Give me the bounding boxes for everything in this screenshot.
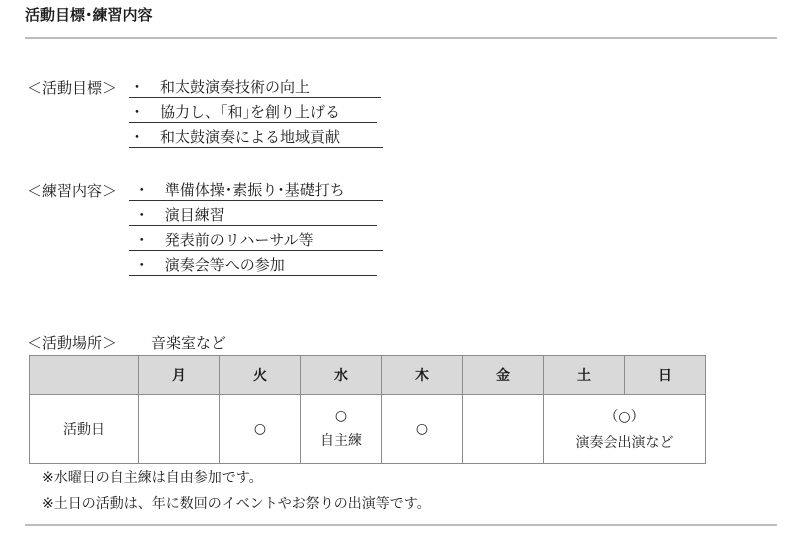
practice-text: 演目練習 (164, 206, 225, 224)
wed-note: 自主練 (320, 433, 362, 449)
goal-item-2 (129, 102, 377, 123)
weekend-cell (544, 395, 706, 464)
practice-text: 準備体操･素振り･基礎打ち (164, 181, 345, 199)
day-fri: 金 (463, 356, 544, 395)
goal-item-1 (129, 77, 381, 98)
day-thu: 木 (382, 356, 463, 395)
practice-text: 演奏会等への参加 (164, 256, 285, 274)
goal-text: 協力し、｢和｣を創り上げる (160, 103, 341, 121)
practice-item-4 (129, 255, 377, 276)
bullet: ・ (134, 231, 150, 249)
practice-item-1 (129, 180, 383, 201)
bullet: ・ (129, 128, 145, 146)
day-sun: 日 (625, 356, 706, 395)
schedule-header-row (30, 356, 706, 395)
thu-cell (382, 395, 463, 464)
goal-text: 和太鼓演奏による地域貢献 (160, 128, 341, 146)
day-mon: 月 (139, 356, 220, 395)
tue-cell (220, 395, 301, 464)
bullet: ・ (129, 103, 145, 121)
note-2: ※土日の活動は、年に数回のイベントやお祭りの出演等です。 (42, 496, 431, 512)
fri-cell (463, 395, 544, 464)
wed-cell (301, 395, 382, 464)
place-label: ＜活動場所＞ (27, 334, 118, 352)
practice-text: 発表前のリハーサル等 (164, 231, 314, 249)
bottom-divider (25, 524, 777, 526)
activity-mark: ○ (253, 421, 267, 437)
day-wed: 水 (301, 356, 382, 395)
bullet: ・ (129, 78, 145, 96)
weekend-mark: （○） (604, 409, 645, 425)
practice-label: ＜練習内容＞ (27, 182, 118, 200)
activity-mark: ○ (334, 408, 348, 424)
corner-cell (30, 356, 139, 395)
weekend-note: 演奏会出演など (575, 435, 674, 451)
activity-mark: ○ (415, 421, 429, 437)
bullet: ・ (134, 256, 150, 274)
bullet: ・ (134, 181, 150, 199)
day-tue: 火 (220, 356, 301, 395)
page-title: 活動目標･練習内容 (25, 6, 153, 24)
row-label: 活動日 (30, 395, 139, 464)
note-1: ※水曜日の自主練は自由参加です。 (42, 470, 263, 486)
goals-label: ＜活動目標＞ (27, 79, 118, 97)
mon-cell (139, 395, 220, 464)
practice-item-3 (129, 230, 383, 251)
place-value: 音楽室など (151, 334, 227, 352)
goal-text: 和太鼓演奏技術の向上 (160, 78, 311, 96)
day-sat: 土 (544, 356, 625, 395)
bullet: ・ (134, 206, 150, 224)
schedule-table (29, 355, 706, 464)
goal-item-3 (129, 127, 383, 148)
schedule-activity-row (30, 395, 706, 464)
practice-item-2 (129, 205, 377, 226)
top-divider (25, 37, 777, 39)
